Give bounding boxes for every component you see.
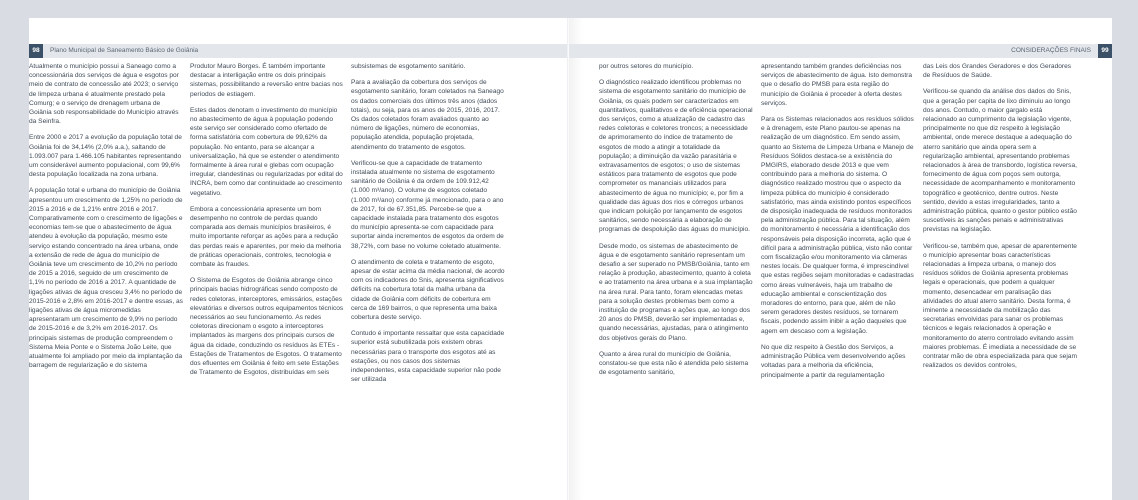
left-column-3 [351,62,505,392]
paragraph: Desde modo, os sistemas de abastecimento de água e de esgotamento sanitário representam um desafio a ser superado no PMSB/Goiânia, tanto em relação à produção, abastecimento, quanto à coleta e ao tratamento na área urbana e a sua implantação na área rural. Para tanto, foram elencadas metas para a solução destes problemas bem como a instituição de programas e ações que, ao longo dos 20 anos do PMSB, deverão ser implementadas e, quando necessárias, ajustadas, para o atingimento dos objetivos gerais do Plano. [599,242,753,342]
right-page-number: 99 [1098,44,1112,58]
paragraph: apresentando também grandes deficiências nos serviços de abastecimento de água. Isto demonstra que o desafio do PMSB para esta região do município de Goiânia é proceder à oferta destes serviços. [761,63,913,107]
paragraph: Para os Sistemas relacionados aos resíduos sólidos e à drenagem, este Plano pautou-se apenas na realização de um diagnóstico. Em sendo assim, quanto ao Sistema de Limpeza Urbana e Manejo de Resíduos Sólidos destaca-se a existência do PMGIRS, elaborado desde 2013 e que vem contribuindo para a melhoria do sistema. O diagnóstico realizado mostrou que o aspecto da limpeza pública do município é considerado satisfatório, mas ainda existindo pontos específicos de disposição inadequada de resíduos monitorados pela administração pública. Para tal situação, além do monitoramento é necessária a identificação dos responsáveis pela disposição incorreta, ação que é difícil para a administração pública, visto não contar com fiscalização e/ou monitoramento via câmeras nestes locais. De qualquer forma, é imprescindível que estas regiões sejam monitoradas e cadastradas como áreas vulneráveis, haja um trabalho de educação ambiental e conscientização dos moradores do entorno, para que, além de não serem geradores destes resíduos, se tornarem fiscais, podendo assim inibir a ação daqueles que agem em descaso com a legislação. [761,116,914,335]
right-header-band [569,44,1112,58]
paragraph: Atualmente o município possui a Saneago como a concessionária dos serviços de água e esgotos por meio de contrato de concessão até 2023; o serviço de limpeza urbana é atualmente prestado pela Comurg; e o serviço de drenagem urbana de Goiânia sob responsabilidade do Município através da Seinfra. [29,63,179,126]
paragraph: Estes dados denotam o investimento do município no abastecimento de água à população podendo este serviço ser considerado como ofertado de forma satisfatória com cobertura de 99,62% da população. No entanto, para se alcançar a universalização, há que se estender o atendimento formalmente à área rural e glebas com ocupação irregular, clandestinas ou regularizadas por edital do INCRA, bem como dar continuidade ao crescimento vegetativo. [190,106,343,197]
paragraph: No que diz respeito à Gestão dos Serviços, a administração Pública vem desenvolvendo ações voltadas para a melhoria da eficiência, principalmente a partir da regulamentação [761,343,906,379]
paragraph: Verificou-se que a capacidade de tratamento instalada atualmente no sistema de esgotamento sanitário de Goiânia é da ordem de 109.912,42 (1.000 m³/ano). O volume de esgotos coletado (1.000 m³/ano) conforme já mencionado, para o ano de 2017, foi de 67.351,85. Percebe-se que a capacidade instalada para tratamento dos esgotos do município apresenta-se com capacidade para suportar ainda incrementos de esgotos da ordem de 38,72%, com base no volume coletado atualmente. [351,159,504,250]
paragraph: das Leis dos Grandes Geradores e dos Geradores de Resíduos de Saúde. [923,63,1072,80]
right-column-2 [761,62,915,387]
left-page-number: 98 [29,44,43,58]
paragraph: Contudo é importante ressaltar que esta capacidade superior está subutilizada pois existem obras necessárias para o transporte dos esgotos até as estações, ou nos casos dos sistemas independentes, esta capacidade superior não pode ser utilizada [351,330,505,384]
right-page [569,18,1112,500]
left-page [29,18,569,500]
paragraph: Embora a concessionária apresente um bom desempenho no controle de perdas quando comparada aos demais municípios brasileiros, é muito importante reforçar as ações para a redução das perdas reais e aparentes, por meio da melhoria de práticas operacionais, controles, tecnologia e combate às fraudes. [190,205,342,269]
paragraph: Verificou-se quando da análise dos dados do Snis, que a geração per capita de lixo diminuiu ao longo dos anos. Contudo, o maior gargalo está relacionado ao cumprimento da legislação vigente, principalmente no que diz respeito à legislação ambiental, onde merece destaque a adequação do aterro sanitário que ainda opera sem a regularização ambiental, apresentando problemas relacionados à área de transbordo, logística reversa, fornecimento de água com poços sem outorga, necessidade de acompanhamento e monitoramento topográfico e geotécnico, dentre outros. Neste sentido, devido a estas irregularidades, tanto a administração pública, quanto o gestor público estão suscetíveis às sanções penais e administrativas previstas na legislação. [923,88,1077,234]
right-running-header: CONSIDERAÇÕES FINAIS [1011,47,1091,54]
paragraph: Quanto a área rural do município de Goiânia, constatou-se que esta não é atendida pelo sistema de esgotamento sanitário, [599,350,749,377]
paragraph: Para a avaliação da cobertura dos serviços de esgotamento sanitário, foram coletados na Saneago os dados comerciais dos últimos três anos (dados totais), ou seja, para os anos de 2015, 2016, 2017. Os dados coletados foram avaliados quanto ao número de ligações, número de economias, população atendida, população projetada, atendimento do tratamento de esgotos. [351,79,504,151]
paragraph: Produtor Mauro Borges. É também importante destacar a interligação entre os dois principais sistemas, possibilitando a reversão entre bacias nos períodos de estiagem. [190,63,343,98]
paragraph: O diagnóstico realizado identificou problemas no sistema de esgotamento sanitário do município de Goiânia, os quais podem ser caracterizados em quantitativos, qualitativos e de eficiência operacional dos serviços, como a atualização de cadastro das redes coletoras e coletores troncos; a necessidade de aprimoramento do índice de tratamento de esgotos de modo a atingir a totalidade da população; a diminuição da vazão parasitária e extravasamentos de esgotos; o uso de sistemas estáticos para tratamento de esgotos que pode comprometer os mananciais utilizados para abastecimento de água no município; e, por fim a qualidade das águas dos rios e córregos urbanos que indicam poluição por lançamento de esgotos sanitários, sendo necessária a elaboração de programas de despoluição das águas do município. [599,79,753,234]
paragraph: Entre 2000 e 2017 a evolução da população total de Goiânia foi de 34,14% (2,0% a.a.), saltando de 1.093.007 para 1.466.105 habitantes representando um considerável aumento populacional, com 99,6% desta população localizada na zona urbana. [29,134,182,179]
paragraph: O atendimento de coleta e tratamento de esgoto, apesar de estar acima da média nacional, de acordo com os indicadores do Snis, apresenta significativos déficits na cobertura total da malha urbana da cidade de Goiânia com déficits de cobertura em cerca de 169 bairros, o que representa uma baixa cobertura deste serviço. [351,258,505,322]
paragraph: Verificou-se, também que, apesar de aparentemente o município apresentar boas características relacionadas a limpeza urbana, o manejo dos resíduos sólidos de Goiânia apresenta problemas legais e operacionais, que podem a qualquer momento, desencadear em paralisação das atividades do atual aterro sanitário. Desta forma, é iminente a necessidade da mobilização das secretarias envolvidas para sanar os problemas técnicos e legais relacionados à operação e monitoramento do aterro controlado evitando assim maiores problemas. É imediata a necessidade de se contratar mão de obra especializada para que sejam realizados os devidos controles, [923,242,1077,370]
right-column-1 [599,62,753,385]
paragraph: A população total e urbana do município de Goiânia apresentou um crescimento de 1,25% no período de 2015 a 2016 e de 1,21% entre 2016 e 2017. Comparativamente com o crescimento de ligações e economias tem-se que o abastecimento de água atendeu à evolução da população, mesmo este serviço estando concentrado na área urbana, onde a extensão de rede de água do município de Goiânia teve um crescimento de 10,2% no período de 2015 a 2016, seguido de um crescimento de 1,1% no período de 2016 a 2017. A quantidade de ligações ativas de água cresceu 3,4% no período de 2015-2016 e 2,8% em 2016-2017 e dentre essas, as ligações ativas de água micromedidas apresentaram um crescimento de 9,9% no período de 2015-2016 e de 3,2% em 2016-2017. Os principais sistemas de produção compreendem o Sistema Meia Ponte e o Sistema João Leite, que atualmente foi ampliado por meio da implantação da barragem de regularização e do sistema [29,187,183,370]
left-header-band [29,44,569,58]
left-running-header: Plano Municipal de Saneamento Básico de Goiânia [50,47,199,54]
left-column-1 [29,62,183,378]
paragraph: subsistemas de esgotamento sanitário. [351,63,466,70]
right-column-3 [923,62,1077,378]
paragraph: O Sistema de Esgotos de Goiânia abrange cinco principais bacias hidrográficas sendo composto de redes coletoras, interceptores, emissários, estações elevatórias e diversos outros equipamentos técnicos necessários ao seu funcionamento. As redes coletoras direcionam o esgoto a interceptores implantados às margens dos principais cursos de água da cidade, conduzindo os resíduos às ETEs - Estações de Tratamentos de Esgotos. O tratamento dos efluentes em Goiânia é feito em sete Estações de Tratamento de Esgotos, distribuídas em seis [190,277,344,377]
left-column-2 [190,62,344,385]
paragraph: por outros setores do município. [599,63,694,70]
spine-shadow [569,18,583,500]
